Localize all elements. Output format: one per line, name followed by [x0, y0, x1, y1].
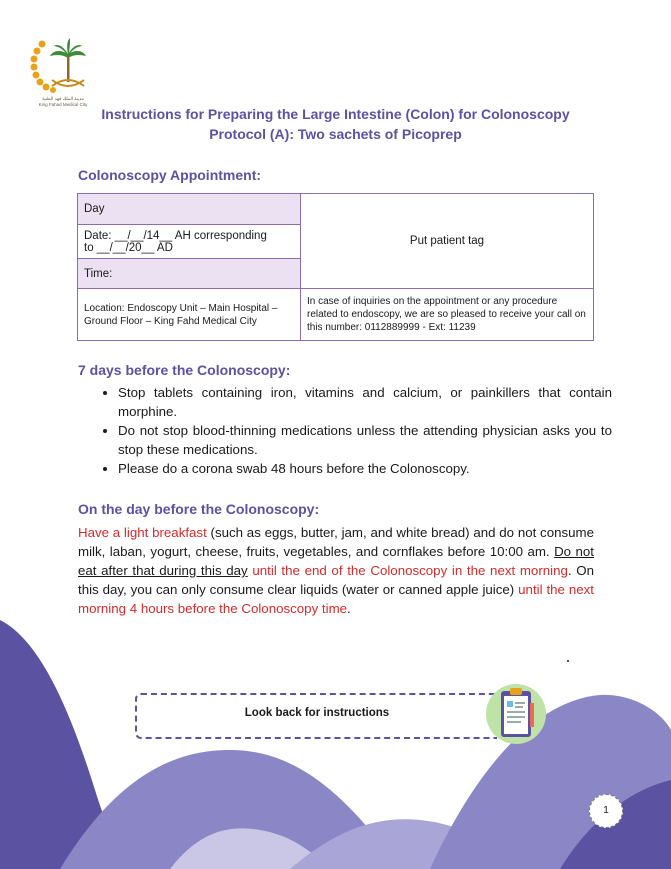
location-cell: Location: Endoscopy Unit – Main Hospital – Ground Floor – King Fahd Medical City	[78, 289, 301, 341]
inquiries-cell: In case of inquiries on the appointment or any procedure related to endoscopy, we are so pleased to receive your call on this number: 0112889999 - Ext: 11239	[301, 289, 594, 341]
period-text: .	[347, 601, 351, 616]
list-item: • Do not stop blood-thinning medications unless the attending physician asks you to stop these medications.	[118, 421, 612, 459]
logo-caption-en: King Fahad Medical City	[38, 102, 88, 107]
appointment-table	[77, 193, 594, 341]
light-breakfast-text: Have a light breakfast	[78, 525, 207, 540]
clear-liquids-text: . On this day, you can only consume clear liquids (water or canned apple juice)	[78, 563, 594, 597]
date-line-1: Date: __/__/14__ AH corresponding	[84, 229, 267, 242]
date-cell	[78, 225, 301, 259]
look-back-box	[135, 693, 497, 739]
day-before-heading: On the day before the Colonoscopy:	[78, 501, 320, 517]
until-end-text: until the end of the Colonoscopy in the next morning	[252, 563, 568, 578]
patient-tag-cell: Put patient tag	[301, 194, 594, 289]
until-next-morning-text: until the next morning 4 hours before the Colonoscopy time	[78, 582, 594, 616]
look-back-label: Look back for instructions	[244, 707, 390, 719]
do-not-eat-text: Do not eat after that during this day	[78, 544, 594, 578]
logo-caption-ar: مدينة الملك فهد الطبية	[41, 96, 85, 101]
page-title: Instructions for Preparing the Large Intestine (Colon) for Colonoscopy	[101, 106, 570, 122]
list-item: • Stop tablets containing iron, vitamins and calcium, or painkillers that contain morphine.	[118, 383, 612, 421]
seven-days-list	[100, 383, 612, 478]
time-cell: Time:	[78, 259, 301, 289]
appointment-heading: Colonoscopy Appointment:	[78, 167, 262, 183]
list-item: • Please do a corona swab 48 hours before the Colonoscopy.	[118, 459, 612, 478]
day-cell: Day	[78, 194, 301, 225]
page-number: 1	[589, 794, 623, 828]
breakfast-details-text: (such as eggs, butter, jam, and white bread) and do not consume milk, laban, yogurt, cheese, fruits, vegetables, and cornflakes before 10:00 am.	[78, 525, 595, 559]
date-line-2: to __/__/20__ AD	[84, 241, 173, 254]
seven-days-heading: 7 days before the Colonoscopy:	[78, 362, 291, 378]
clipboard-icon	[483, 681, 549, 747]
page-subtitle: Protocol (A): Two sachets of Picoprep	[209, 126, 462, 142]
